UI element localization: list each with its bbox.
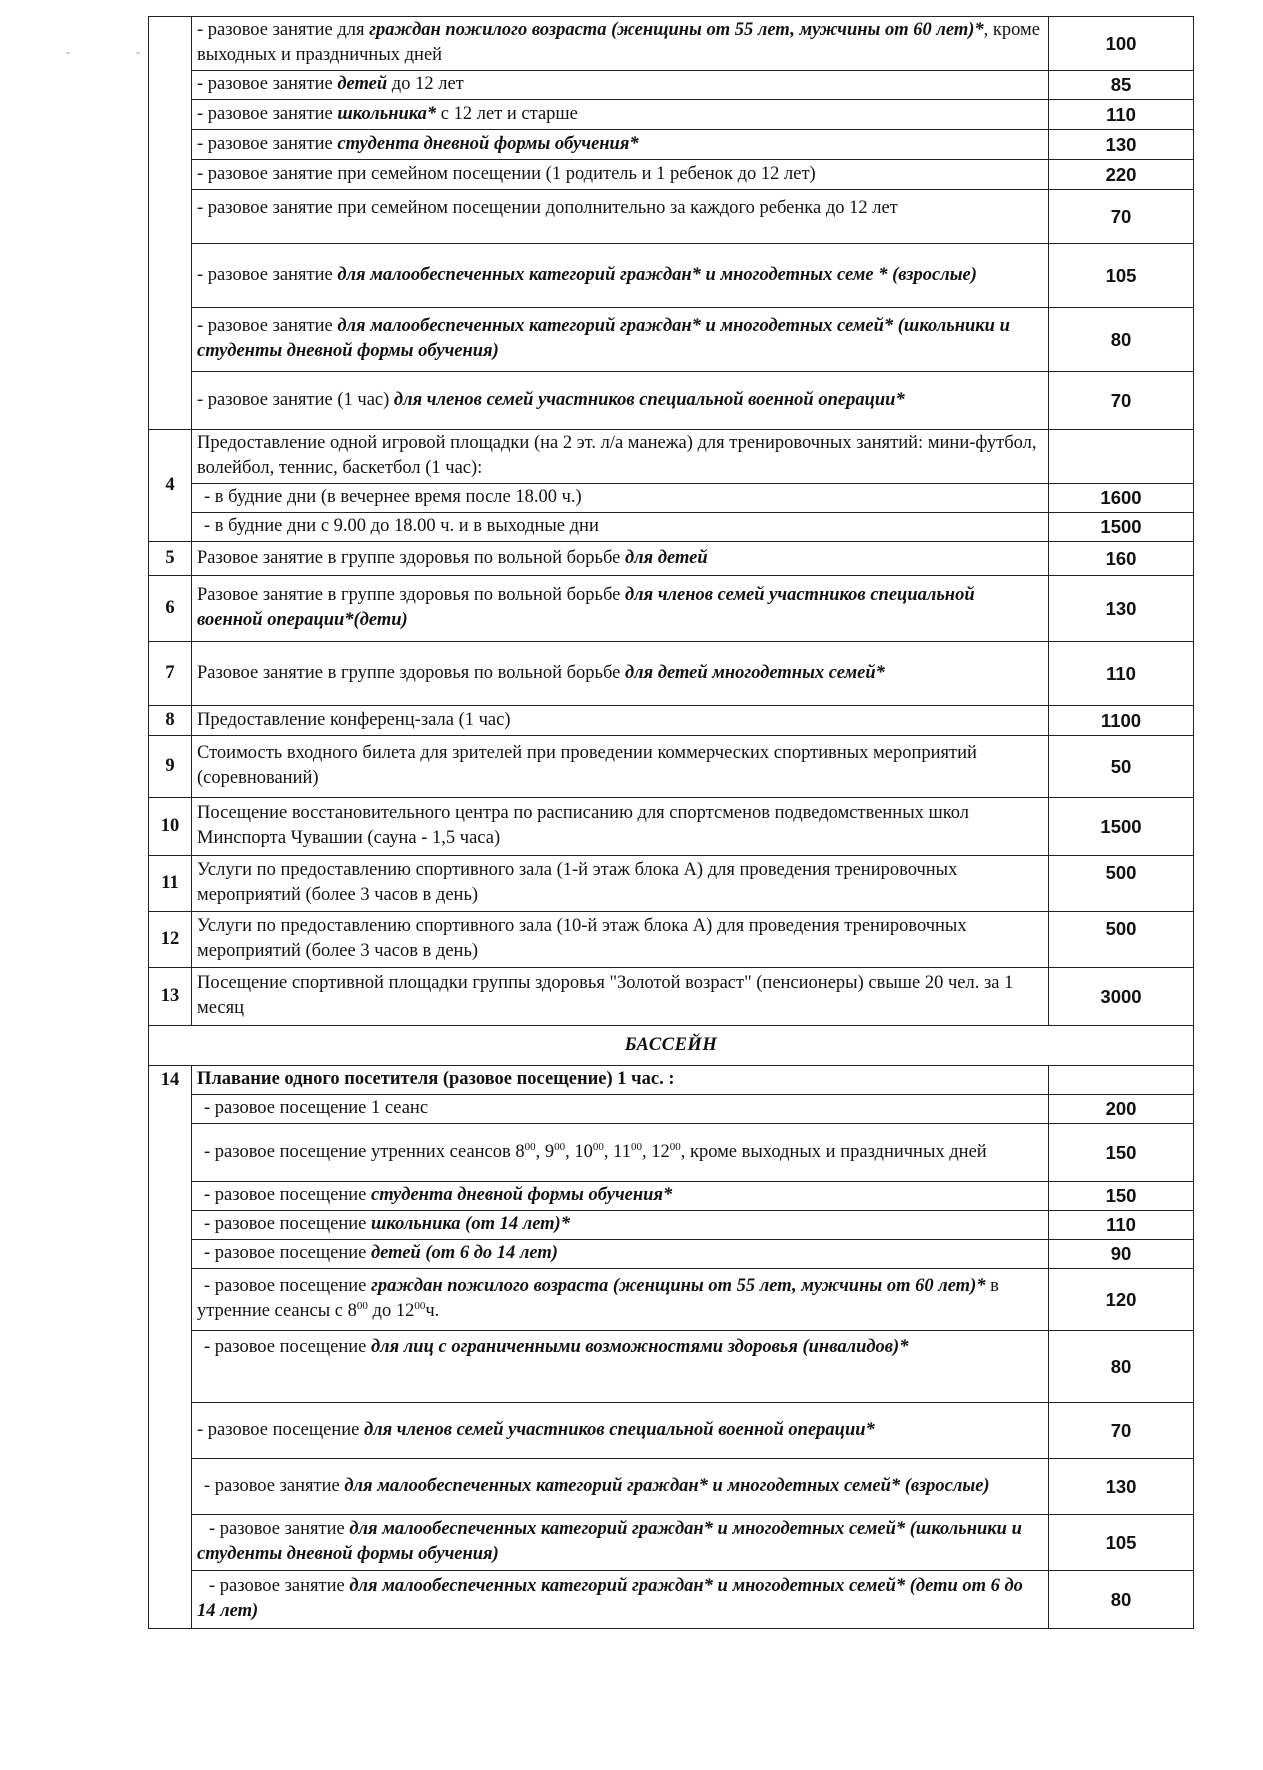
service-description: Плавание одного посетителя (разовое посещение) 1 час. : (192, 1066, 1049, 1095)
table-row (149, 1066, 1194, 1095)
price-value: 150 (1049, 1182, 1194, 1211)
price-value: 105 (1049, 1515, 1194, 1571)
table-row (149, 372, 1194, 430)
price-value: 220 (1049, 160, 1194, 190)
price-value: 80 (1049, 308, 1194, 372)
section-heading: БАССЕЙН (149, 1026, 1194, 1066)
row-number: 5 (149, 542, 192, 576)
row-number: 13 (149, 968, 192, 1026)
table-row (149, 513, 1194, 542)
price-value: 50 (1049, 736, 1194, 798)
price-value: 130 (1049, 1459, 1194, 1515)
price-value (1049, 1066, 1194, 1095)
service-description: Стоимость входного билета для зрителей при проведении коммерческих спортивных мероприятий (соревнований) (192, 736, 1049, 798)
table-row (149, 1026, 1194, 1066)
price-value: 200 (1049, 1095, 1194, 1124)
table-row (149, 17, 1194, 71)
price-value: 3000 (1049, 968, 1194, 1026)
service-description: - разовое занятие при семейном посещении (1 родитель и 1 ребенок до 12 лет) (192, 160, 1049, 190)
table-row (149, 706, 1194, 736)
price-value: 1500 (1049, 513, 1194, 542)
price-value: 150 (1049, 1124, 1194, 1182)
table-row (149, 1095, 1194, 1124)
table-row (149, 542, 1194, 576)
row-number: 11 (149, 856, 192, 912)
price-value: 105 (1049, 244, 1194, 308)
price-value: 1100 (1049, 706, 1194, 736)
price-value: 70 (1049, 1403, 1194, 1459)
service-description: - разовое посещение студента дневной формы обучения* (192, 1182, 1049, 1211)
table-row (149, 576, 1194, 642)
row-number: 10 (149, 798, 192, 856)
service-description: Разовое занятие в группе здоровья по вольной борьбе для детей (192, 542, 1049, 576)
service-description: - разовое посещение граждан пожилого возраста (женщины от 55 лет, мужчины от 60 лет)* в утренние сеансы с $8^{00}$ до $12^{00}ч$. (192, 1269, 1049, 1331)
price-value: 110 (1049, 1211, 1194, 1240)
price-value: 80 (1049, 1331, 1194, 1403)
price-value: 110 (1049, 642, 1194, 706)
table-row (149, 968, 1194, 1026)
table-row (149, 1515, 1194, 1571)
service-description: - разовое посещение для лиц с ограниченными возможностями здоровья (инвалидов)* (192, 1331, 1049, 1403)
price-value: 90 (1049, 1240, 1194, 1269)
table-row (149, 856, 1194, 912)
service-description: Разовое занятие в группе здоровья по вольной борьбе для детей многодетных семей* (192, 642, 1049, 706)
table-row (149, 190, 1194, 244)
row-number: 14 (149, 1066, 192, 1629)
row-number: 4 (149, 430, 192, 542)
service-description: - разовое посещение школьника (от 14 лет)* (192, 1211, 1049, 1240)
service-description: - разовое посещение 1 сеанс (192, 1095, 1049, 1124)
price-value: 70 (1049, 190, 1194, 244)
row-number: 12 (149, 912, 192, 968)
table-row (149, 100, 1194, 130)
service-description: - разовое занятие для малообеспеченных категорий граждан* и многодетных семей* (школьники и студенты дневной формы обучения) (192, 1515, 1049, 1571)
price-value: 80 (1049, 1571, 1194, 1629)
table-row (149, 912, 1194, 968)
price-table (148, 16, 1194, 1629)
table-row (149, 798, 1194, 856)
service-description: Предоставление конференц-зала (1 час) (192, 706, 1049, 736)
table-row (149, 430, 1194, 484)
price-value: 500 (1049, 856, 1194, 912)
service-description: Разовое занятие в группе здоровья по вольной борьбе для членов семей участников специальной военной операции*(дети) (192, 576, 1049, 642)
table-row (149, 1403, 1194, 1459)
price-value: 130 (1049, 130, 1194, 160)
price-value: 85 (1049, 71, 1194, 100)
service-description: - разовое занятие для малообеспеченных категорий граждан* и многодетных семей* (взрослые) (192, 1459, 1049, 1515)
table-row (149, 130, 1194, 160)
service-description: - разовое занятие для граждан пожилого возраста (женщины от 55 лет, мужчины от 60 лет)*, кроме выходных и праздничных дней (192, 17, 1049, 71)
row-number: 7 (149, 642, 192, 706)
table-row (149, 484, 1194, 513)
price-value: 160 (1049, 542, 1194, 576)
row-number-empty (149, 17, 192, 430)
table-row (149, 642, 1194, 706)
service-description: Предоставление одной игровой площадки (на 2 эт. л/а манежа) для тренировочных занятий: мини-футбол, волейбол, теннис, баскетбол (1 час): (192, 430, 1049, 484)
service-description: - разовое занятие для малообеспеченных категорий граждан* и многодетных семей* (дети от 6 до 14 лет) (192, 1571, 1049, 1629)
price-value (1049, 430, 1194, 484)
table-row (149, 1269, 1194, 1331)
price-value: 1600 (1049, 484, 1194, 513)
service-description: - разовое занятие детей до 12 лет (192, 71, 1049, 100)
table-row (149, 1571, 1194, 1629)
table-row (149, 308, 1194, 372)
row-number: 9 (149, 736, 192, 798)
table-row (149, 1211, 1194, 1240)
table-row (149, 1331, 1194, 1403)
service-description: Услуги по предоставлению спортивного зала (1-й этаж блока А) для проведения тренировочных мероприятий (более 3 часов в день) (192, 856, 1049, 912)
service-description: - разовое занятие школьника* с 12 лет и старше (192, 100, 1049, 130)
table-row (149, 1124, 1194, 1182)
scan-speck: - (136, 46, 140, 59)
table-row (149, 71, 1194, 100)
table-row (149, 1459, 1194, 1515)
service-description: - разовое посещение утренних сеансов $8^{00}$, $9^{00}$, $10^{00}$, $11^{00}$, $12^{00}$, кроме выходных и праздничных дней (192, 1124, 1049, 1182)
price-value: 110 (1049, 100, 1194, 130)
table-row (149, 736, 1194, 798)
service-description: Посещение спортивной площадки группы здоровья "Золотой возраст" (пенсионеры) свыше 20 чел. за 1 месяц (192, 968, 1049, 1026)
row-number: 8 (149, 706, 192, 736)
price-value: 1500 (1049, 798, 1194, 856)
service-description: - разовое занятие для малообеспеченных категорий граждан* и многодетных семе * (взрослые) (192, 244, 1049, 308)
service-description: - разовое занятие (1 час) для членов семей участников специальной военной операции* (192, 372, 1049, 430)
table-row (149, 1240, 1194, 1269)
price-value: 130 (1049, 576, 1194, 642)
service-description: - разовое занятие студента дневной формы обучения* (192, 130, 1049, 160)
scan-speck: - (66, 46, 70, 59)
table-row (149, 1182, 1194, 1211)
service-description: - в будние дни с 9.00 до 18.00 ч. и в выходные дни (192, 513, 1049, 542)
price-value: 500 (1049, 912, 1194, 968)
price-value: 120 (1049, 1269, 1194, 1331)
service-description: Посещение восстановительного центра по расписанию для спортсменов подведомственных школ Минспорта Чувашии (сауна - 1,5 часа) (192, 798, 1049, 856)
service-description: - разовое занятие для малообеспеченных категорий граждан* и многодетных семей* (школьники и студенты дневной формы обучения) (192, 308, 1049, 372)
service-description: - разовое занятие при семейном посещении дополнительно за каждого ребенка до 12 лет (192, 190, 1049, 244)
table-row (149, 160, 1194, 190)
price-value: 70 (1049, 372, 1194, 430)
service-description: - разовое посещение для членов семей участников специальной военной операции* (192, 1403, 1049, 1459)
price-value: 100 (1049, 17, 1194, 71)
service-description: Услуги по предоставлению спортивного зала (10-й этаж блока А) для проведения тренировочных мероприятий (более 3 часов в день) (192, 912, 1049, 968)
row-number: 6 (149, 576, 192, 642)
table-row (149, 244, 1194, 308)
service-description: - в будние дни (в вечернее время после 18.00 ч.) (192, 484, 1049, 513)
service-description: - разовое посещение детей (от 6 до 14 лет) (192, 1240, 1049, 1269)
